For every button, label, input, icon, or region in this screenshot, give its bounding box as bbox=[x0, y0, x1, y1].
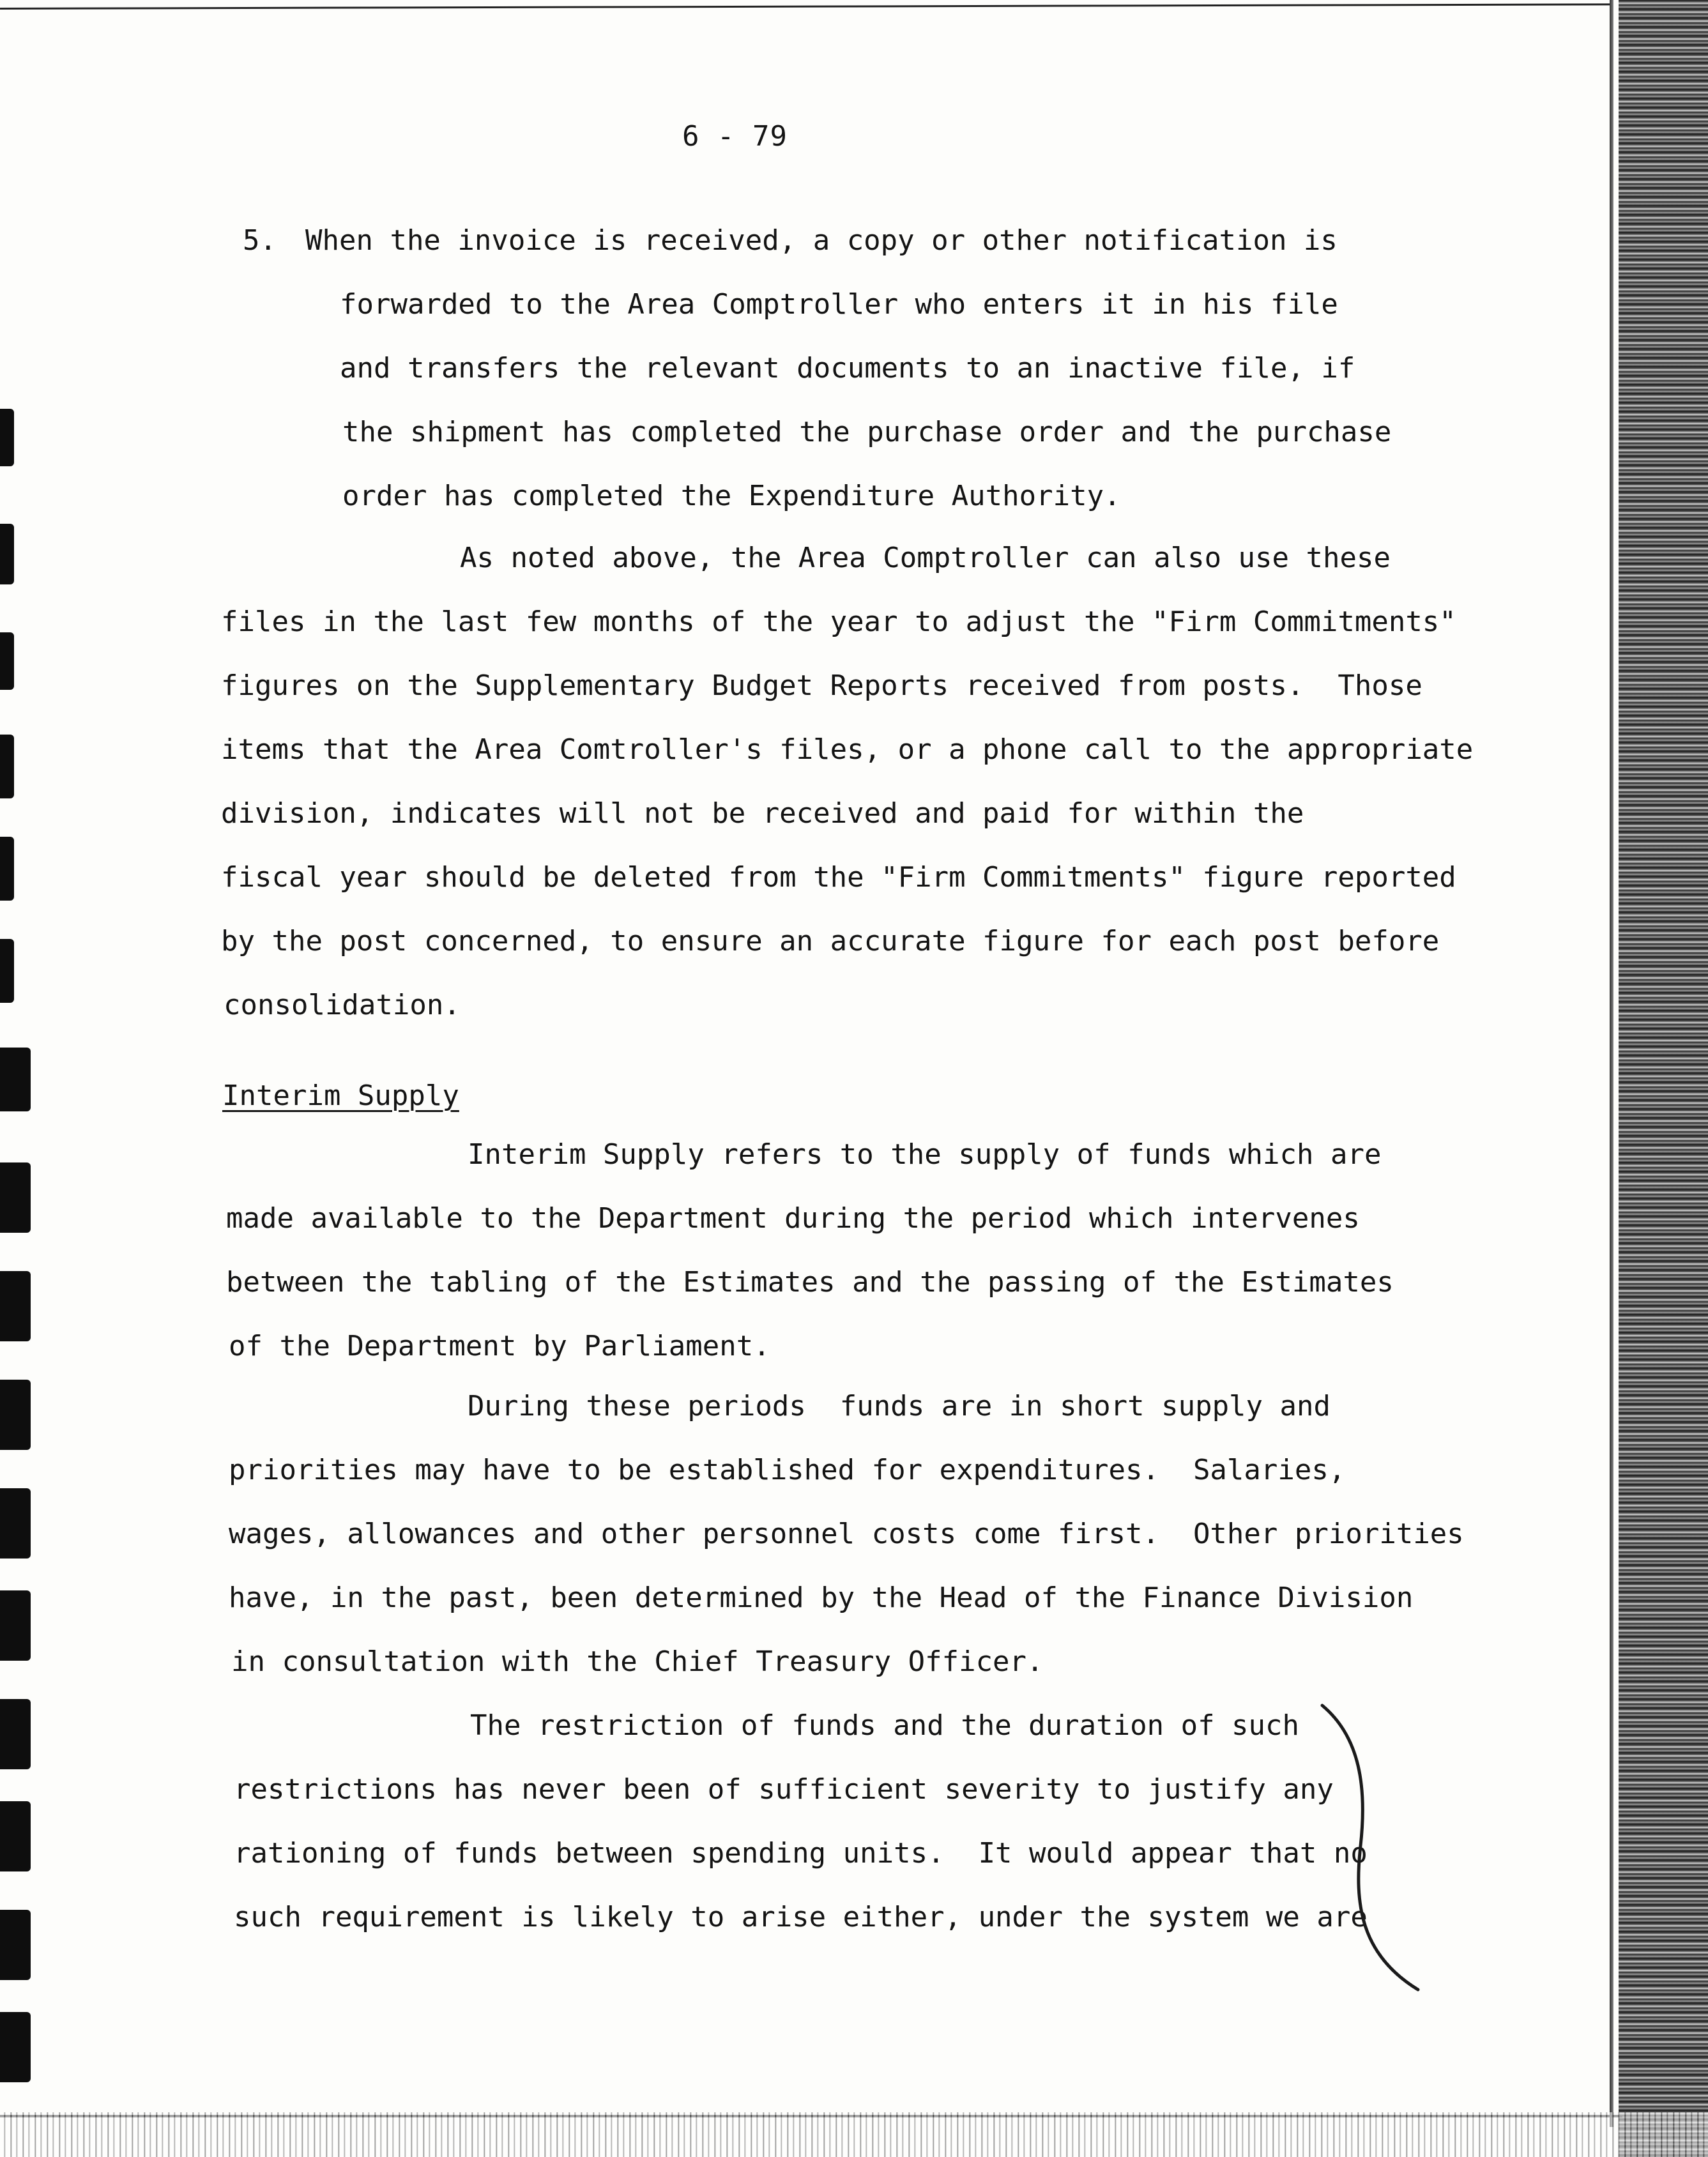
paragraph-line: consolidation. bbox=[224, 989, 461, 1021]
paragraph-line: rationing of funds between spending units. It would appear that no bbox=[234, 1837, 1368, 1870]
item5-line: the shipment has completed the purchase order and the purchase bbox=[342, 416, 1392, 448]
binding-strip bbox=[1619, 0, 1708, 2157]
punch-mark bbox=[0, 735, 14, 798]
scan-top-edge bbox=[0, 0, 1610, 10]
punch-mark bbox=[0, 1801, 31, 1871]
punch-mark bbox=[0, 1699, 31, 1769]
paragraph-line: have, in the past, been determined by the Head of the Finance Division bbox=[229, 1582, 1414, 1614]
paragraph-line: of the Department by Parliament. bbox=[229, 1330, 770, 1362]
page-number: 6 - 79 bbox=[682, 120, 788, 153]
punch-mark bbox=[0, 939, 14, 1003]
paragraph-line: division, indicates will not be received and paid for within the bbox=[221, 797, 1304, 830]
punch-mark bbox=[0, 2012, 31, 2082]
paragraph-line: by the post concerned, to ensure an accurate figure for each post before bbox=[221, 925, 1440, 957]
paragraph-line: As noted above, the Area Comptroller can also use these bbox=[460, 542, 1391, 574]
punch-mark bbox=[0, 409, 14, 466]
paragraph-line: wages, allowances and other personnel costs come first. Other priorities bbox=[229, 1518, 1464, 1550]
handwritten-bracket-mark bbox=[1316, 1699, 1444, 2006]
punch-mark bbox=[0, 1380, 31, 1450]
paragraph-line: items that the Area Comtroller's files, or a phone call to the appropriate bbox=[221, 733, 1474, 766]
paragraph-line: fiscal year should be deleted from the "Firm Commitments" figure reported bbox=[221, 861, 1456, 894]
page-right-edge bbox=[1610, 0, 1613, 2127]
punch-mark bbox=[0, 837, 14, 901]
punch-mark bbox=[0, 1488, 31, 1559]
punch-mark bbox=[0, 632, 14, 690]
punch-mark bbox=[0, 1271, 31, 1341]
paragraph-line: priorities may have to be established for expenditures. Salaries, bbox=[229, 1454, 1346, 1486]
paragraph-line: figures on the Supplementary Budget Reports received from posts. Those bbox=[221, 669, 1422, 702]
item5-line: When the invoice is received, a copy or other notification is bbox=[305, 224, 1338, 257]
scan-bottom-noise bbox=[0, 2112, 1708, 2157]
paragraph-line: in consultation with the Chief Treasury Officer. bbox=[231, 1645, 1044, 1678]
paragraph-line: such requirement is likely to arise either, under the system we are bbox=[234, 1901, 1368, 1933]
paragraph-line: between the tabling of the Estimates and the passing of the Estimates bbox=[226, 1266, 1394, 1299]
paragraph-line: files in the last few months of the year to adjust the "Firm Commitments" bbox=[221, 606, 1456, 638]
item5-line: order has completed the Expenditure Authority. bbox=[342, 480, 1121, 512]
paragraph-line: During these periods funds are in short supply and bbox=[468, 1390, 1331, 1422]
item-number: 5. bbox=[243, 224, 277, 257]
punch-mark bbox=[0, 1048, 31, 1111]
punch-mark bbox=[0, 1910, 31, 1980]
paragraph-line: The restriction of funds and the duration of such bbox=[470, 1709, 1300, 1742]
paragraph-line: restrictions has never been of sufficient severity to justify any bbox=[234, 1773, 1334, 1806]
punch-mark bbox=[0, 524, 14, 584]
punch-mark bbox=[0, 1162, 31, 1233]
section-heading: Interim Supply bbox=[222, 1079, 459, 1112]
item5-line: and transfers the relevant documents to an inactive file, if bbox=[340, 352, 1355, 385]
item5-line: forwarded to the Area Comptroller who enters it in his file bbox=[340, 288, 1338, 321]
punch-mark bbox=[0, 1590, 31, 1661]
paragraph-line: made available to the Department during the period which intervenes bbox=[226, 1202, 1360, 1235]
paragraph-line: Interim Supply refers to the supply of funds which are bbox=[468, 1138, 1382, 1171]
